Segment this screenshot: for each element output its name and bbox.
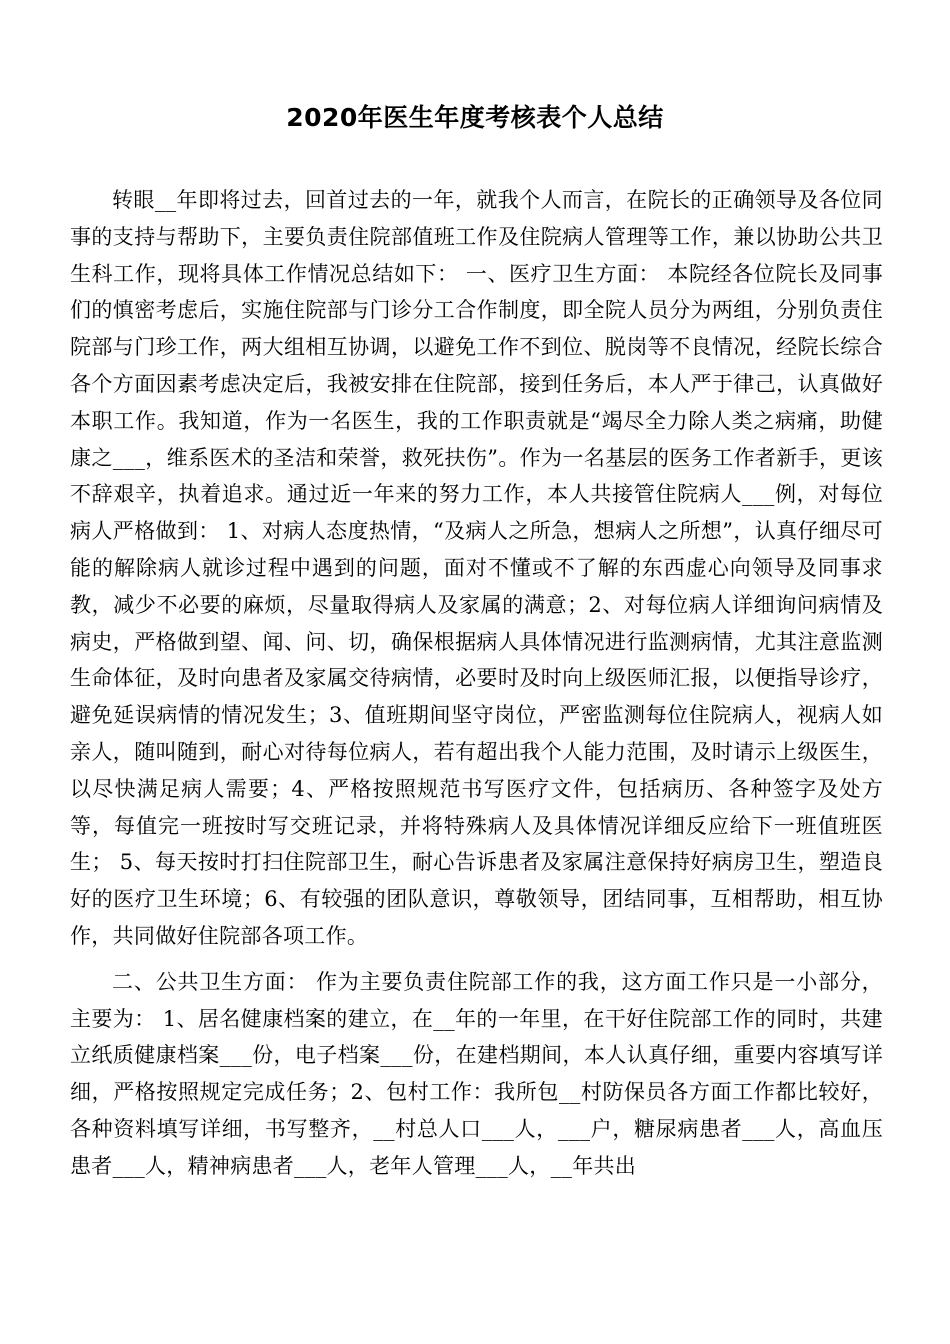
- paragraph-medical-work: 转眼__年即将过去，回首过去的一年，就我个人而言，在院长的正确领导及各位同事的支持与帮助下，主要负责住院部值班工作及住院病人管理等工作，兼以协助公共卫生科工作，现将具体工作情况总结如下： 一、医疗卫生方面： 本院经各位院长及同事们的慎密考虑后，实施住院部与门诊分工合作制度，即全院人员分为两组，分别负责住院部与门珍工作，两大组相互协调，以避免工作不到位、脱岗等不良情况，经院长综合各个方面因素考虑决定后，我被安排在住院部，接到任务后，本人严于律己，认真做好本职工作。我知道，作为一名医生，我的工作职责就是“竭尽全力除人类之病痛，助健康之___，维系医术的圣洁和荣誉，救死扶伤”。作为一名基层的医务工作者新手，更该不辞艰辛，执着追求。通过近一年来的努力工作，本人共接管住院病人___例，对每位病人严格做到： 1、对病人态度热情，“及病人之所急，想病人之所想”，认真仔细尽可能的解除病人就诊过程中遇到的问题，面对不懂或不了解的东西虚心向领导及同事求教，减少不必要的麻烦，尽量取得病人及家属的满意；2、对每位病人详细询问病情及病史，严格做到望、闻、问、切，确保根据病人具体情况进行监测病情，尤其注意监测生命体征，及时向患者及家属交待病情，必要时及时向上级医师汇报，以便指导诊疗，避免延误病情的情况发生；3、值班期间坚守岗位，严密监测每位住院病人，视病人如亲人，随叫随到，耐心对待每位病人，若有超出我个人能力范围，及时请示上级医生，以尽快满足病人需要；4、严格按照规范书写医疗文件，包括病历、各种签字及处方等，每值完一班按时写交班记录，并将特殊病人及具体情况详细反应给下一班值班医生； 5、每天按时打扫住院部卫生，耐心告诉患者及家属注意保持好病房卫生，塑造良好的医疗卫生环境；6、有较强的团队意识，尊敬领导，团结同事，互相帮助，相互协作，共同做好住院部各项工作。: [70, 188, 883, 948]
- document-body: [70, 182, 883, 1194]
- document-title: 2020年医生年度考核表个人总结: [286, 103, 664, 132]
- paragraph-public-health: 二、公共卫生方面： 作为主要负责住院部工作的我，这方面工作只是一小部分，主要为： 1、居名健康档案的建立，在__年的一年里，在干好住院部工作的同时，共建立纸质健康档案___份，电子档案___份，在建档期间，本人认真仔细，重要内容填写详细，严格按照规定完成任务；2、包村工作：我所包__村防保员各方面工作都比较好，各种资料填写详细，书写整齐，__村总人口___人，___户，糖尿病患者___人，高血压患者___人，精神病患者___人，老年人管理___人，__年共出: [70, 969, 883, 1178]
